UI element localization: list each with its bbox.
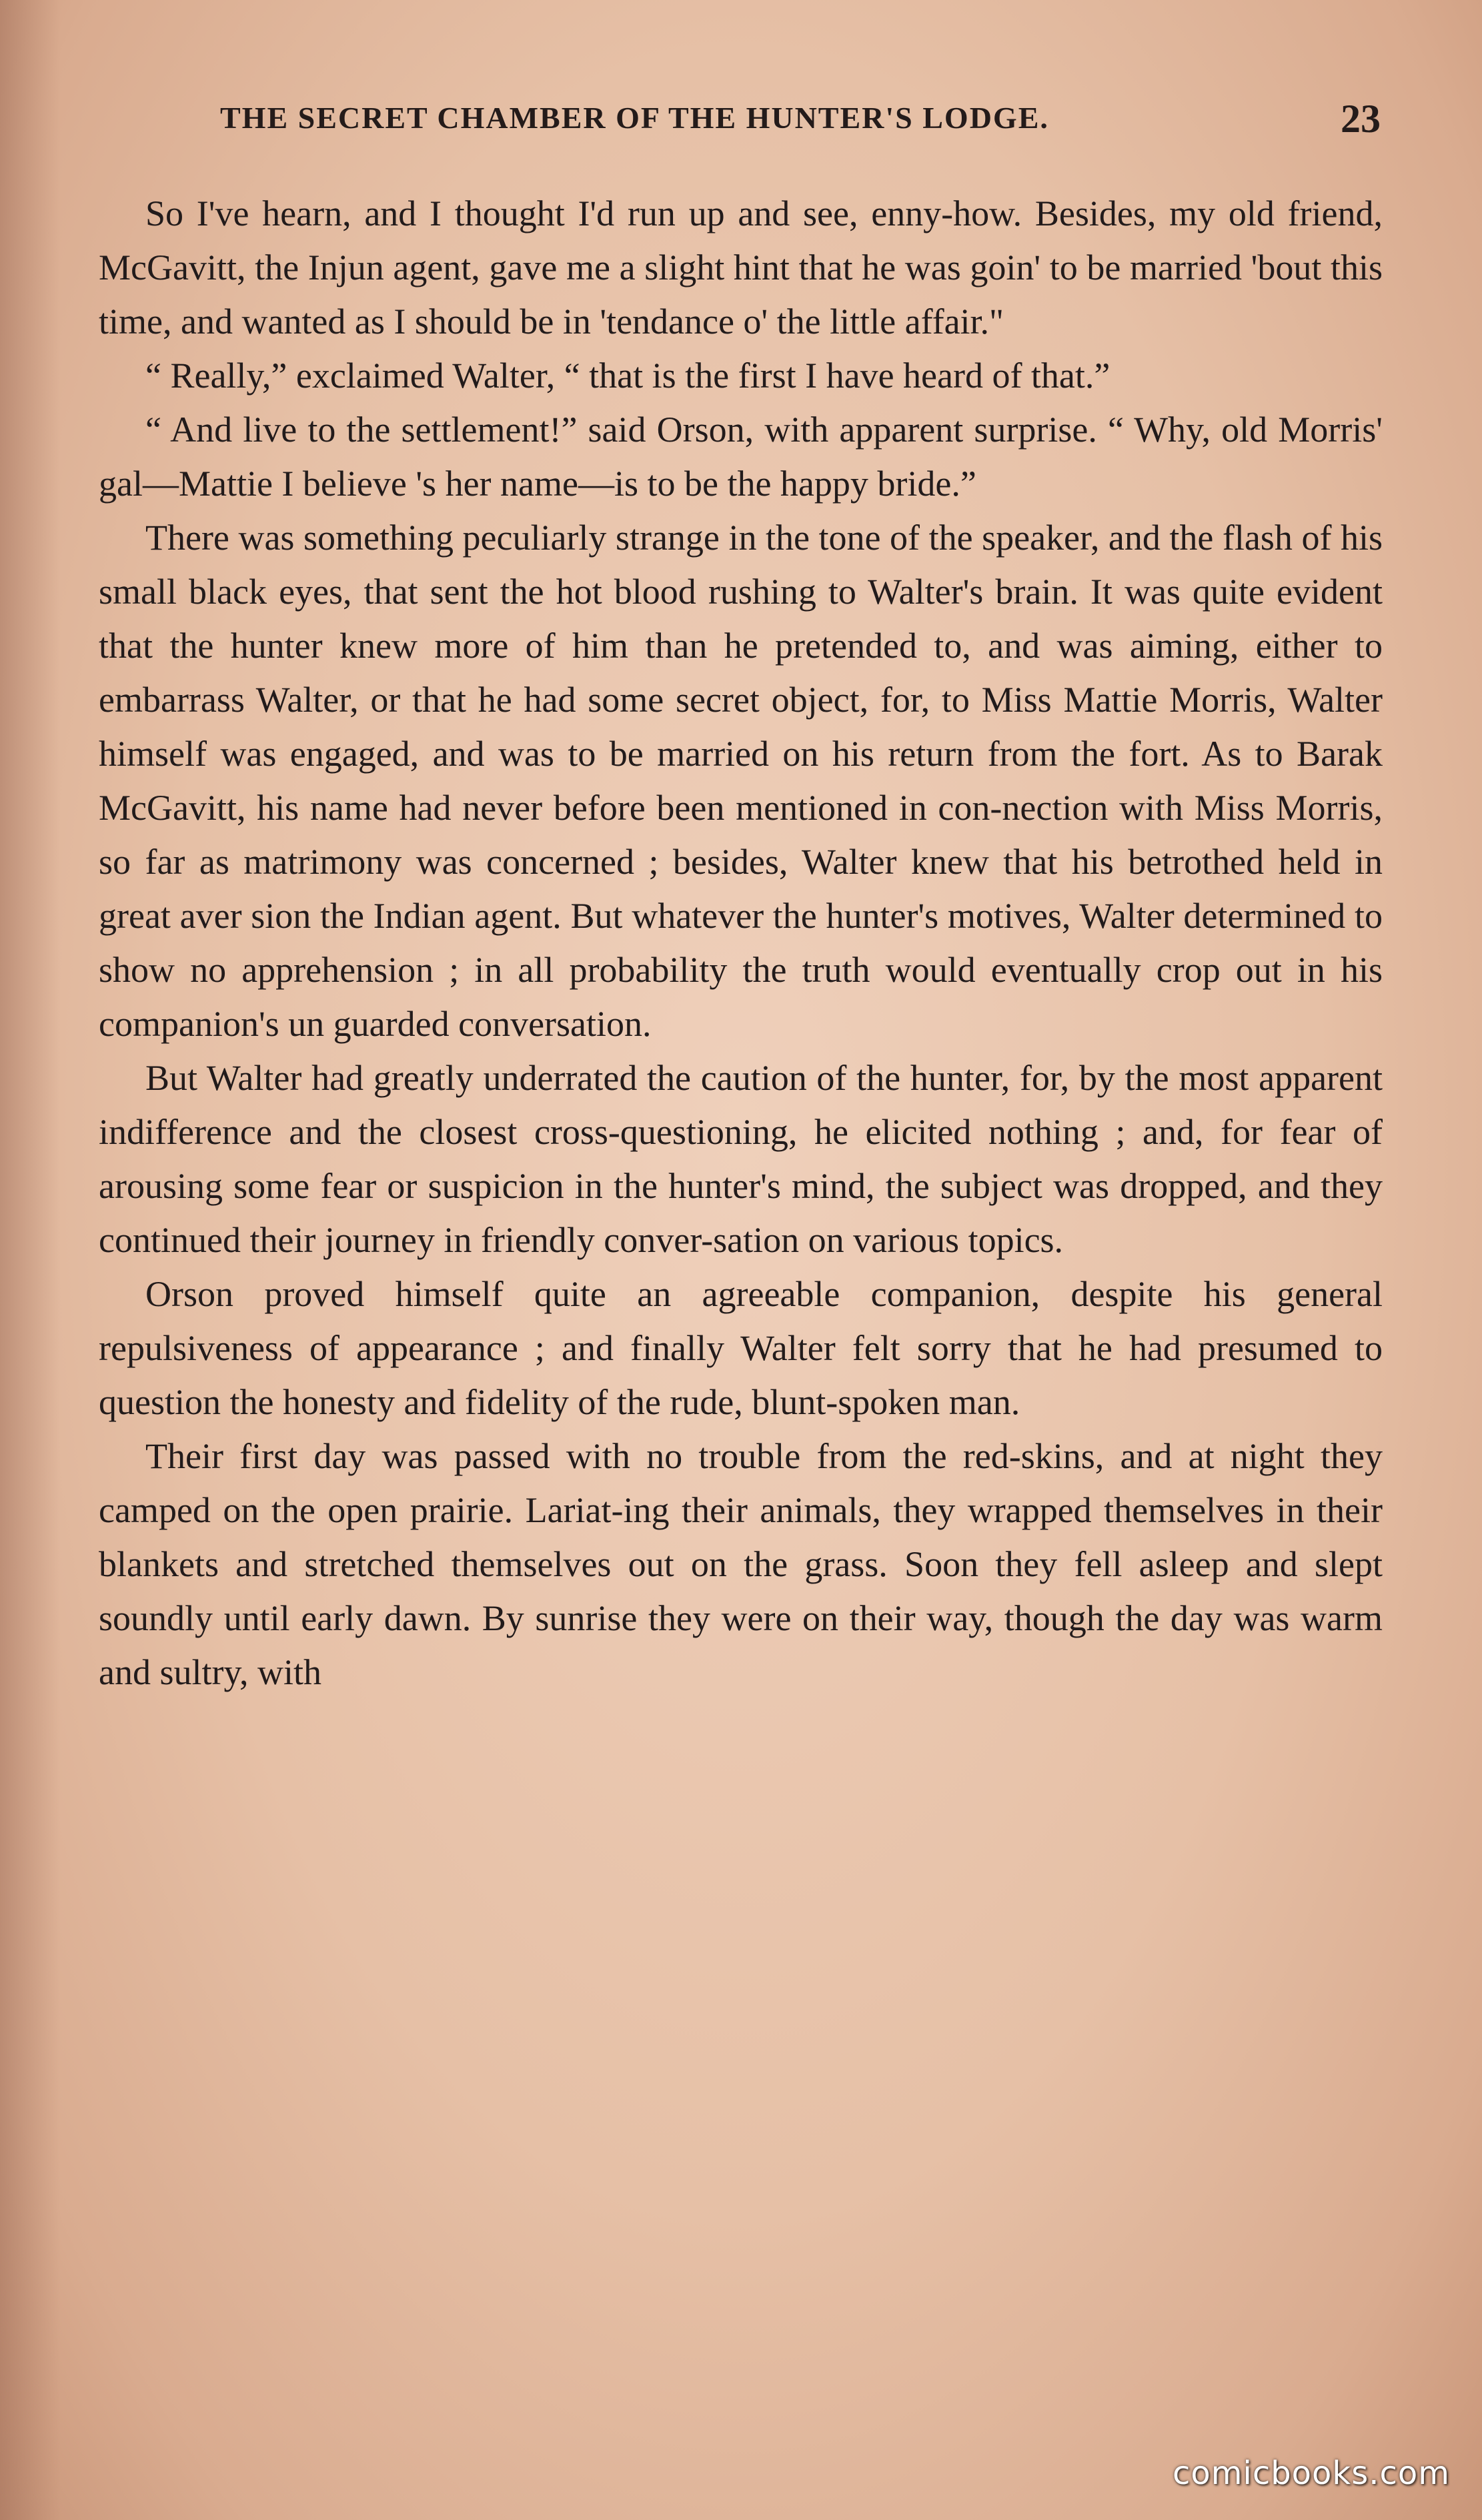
paragraph: So I've hearn, and I thought I'd run up and see, enny-how. Besides, my old friend, McGavitt, the Injun agent, gave me a slight hint that he was goin' to be married 'bout this time, and wanted as I should be in 'tendance o' the little affair." [99, 193, 1383, 342]
body-text [99, 187, 1383, 1700]
page-header [220, 93, 1381, 147]
paragraph: There was something peculiarly strange in the tone of the speaker, and the flash of his small black eyes, that sent the hot blood rushing to Walter's brain. It was quite evident that the hunter knew more of him than he pretended to, and was aiming, either to embarrass Walter, or that he had some secret object, for, to Miss Mattie Morris, Walter himself was engaged, and was to be married on his return from the fort. As to Barak McGavitt, his name had never before been mentioned in con-nection with Miss Morris, so far as matrimony was concerned ; besides, Walter knew that his betrothed held in great aver sion the Indian agent. But whatever the hunter's motives, Walter determined to show no apprehension ; in all probability the truth would eventually crop out in his companion's un guarded conversation. [99, 518, 1383, 1044]
paragraph: “ And live to the settlement!” said Orson, with apparent surprise. “ Why, old Morris' gal—Mattie I believe 's her name—is to be the happy bride.” [99, 410, 1383, 504]
page-edge-shadow [0, 0, 60, 2520]
watermark: comicbooks.com [1172, 2455, 1450, 2492]
paragraph: Their first day was passed with no trouble from the red-skins, and at night they camped on the open prairie. Lariat-ing their animals, they wrapped themselves in their blankets and stretched themselves out on the grass. Soon they fell asleep and slept soundly until early dawn. By sunrise they were on their way, though the day was warm and sultry, with [99, 1436, 1383, 1692]
paragraph: Orson proved himself quite an agreeable companion, despite his general repulsiveness of appearance ; and finally Walter felt sorry that he had presumed to question the honesty and fidelity of the rude, blunt-spoken man. [99, 1274, 1383, 1422]
running-title: THE SECRET CHAMBER OF THE HUNTER'S LODGE. [220, 101, 1049, 135]
paragraph: “ Really,” exclaimed Walter, “ that is the first I have heard of that.” [145, 356, 1110, 396]
page-number: 23 [1341, 97, 1381, 141]
paragraph: But Walter had greatly underrated the caution of the hunter, for, by the most apparent indifference and the closest cross-questioning, he elicited nothing ; and, for fear of arousing some fear or suspicion in the hunter's mind, the subject was dropped, and they continued their journey in friendly conver-sation on various topics. [99, 1058, 1383, 1260]
